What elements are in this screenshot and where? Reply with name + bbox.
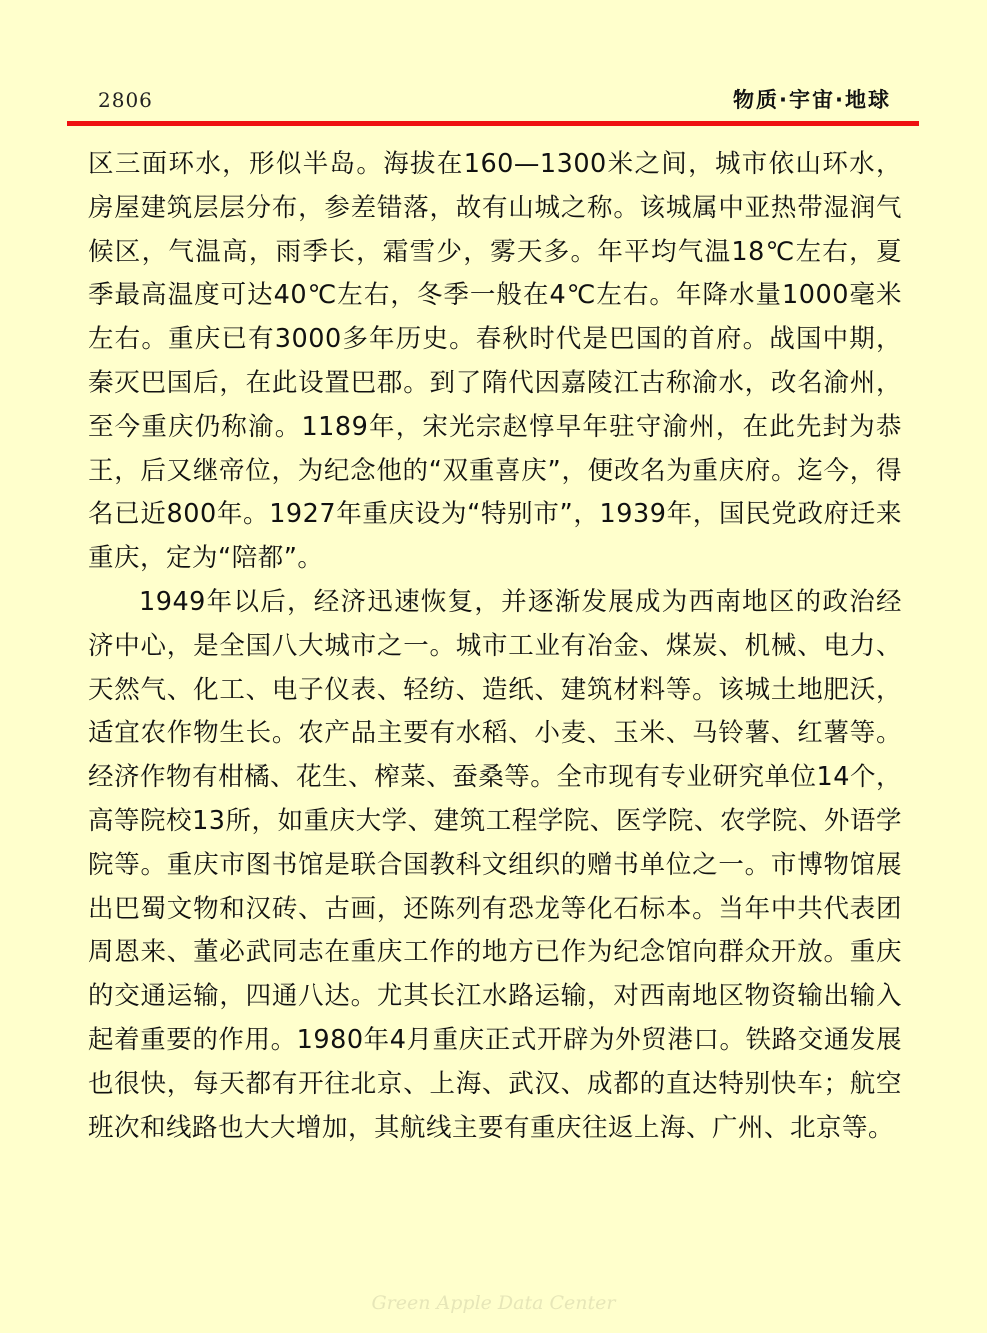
header-rule — [67, 121, 919, 126]
running-head: 物质·宇宙·地球 — [733, 88, 891, 112]
article-body — [88, 143, 902, 1150]
paragraph-1: 区三面环水，形似半岛。海拔在160—1300米之间，城市依山环水，房屋建筑层层分布，参差错落，故有山城之称。该城属中亚热带湿润气候区，气温高，雨季长，霜雪少，雾天多。年平均气温18℃左右，夏季最高温度可达40℃左右，冬季一般在4℃左右。年降水量1000毫米左右。重庆已有3000多年历史。春秋时代是巴国的首府。战国中期，秦灭巴国后，在此设置巴郡。到了隋代因嘉陵江古称渝水，改名渝州，至今重庆仍称渝。1189年，宋光宗赵惇早年驻守渝州，在此先封为恭王，后又继帝位，为纪念他的“双重喜庆”，便改名为重庆府。迄今，得名已近800年。1927年重庆设为“特别市”，1939年，国民党政府迁来重庆，定为“陪都”。 — [88, 149, 902, 574]
paragraph-2: 1949年以后，经济迅速恢复，并逐渐发展成为西南地区的政治经济中心，是全国八大城市之一。城市工业有冶金、煤炭、机械、电力、天然气、化工、电子仪表、轻纺、造纸、建筑材料等。该城土地肥沃，适宜农作物生长。农产品主要有水稻、小麦、玉米、马铃薯、红薯等。经济作物有柑橘、花生、榨菜、蚕桑等。全市现有专业研究单位14个，高等院校13所，如重庆大学、建筑工程学院、医学院、农学院、外语学院等。重庆市图书馆是联合国教科文组织的赠书单位之一。市博物馆展出巴蜀文物和汉砖、古画，还陈列有恐龙等化石标本。当年中共代表团周恩来、董必武同志在重庆工作的地方已作为纪念馆向群众开放。重庆的交通运输，四通八达。尤其长江水路运输，对西南地区物资输出输入起着重要的作用。1980年4月重庆正式开辟为外贸港口。铁路交通发展也很快，每天都有开往北京、上海、武汉、成都的直达特别快车；航空班次和线路也大大增加，其航线主要有重庆往返上海、广州、北京等。 — [88, 586, 902, 1143]
watermark: Green Apple Data Center — [371, 1292, 616, 1314]
page-header — [0, 0, 987, 130]
page-number: 2806 — [98, 88, 153, 112]
